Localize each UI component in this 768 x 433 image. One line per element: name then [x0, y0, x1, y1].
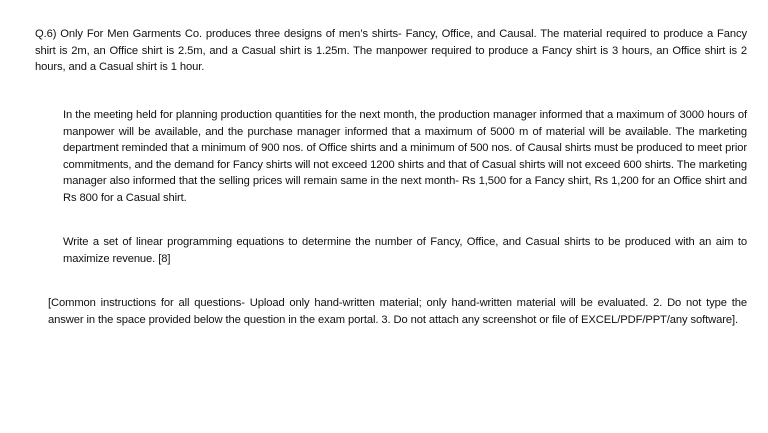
- question-task-paragraph: Write a set of linear programming equations to determine the number of Fancy, Office, and Casual shirts to be produced with an aim to maximize revenue. [8]: [63, 236, 747, 265]
- common-instructions-paragraph: [Common instructions for all questions- Upload only hand-written material; only hand-written material will be evaluated. 2. Do not type the answer in the space provided below the question in the exam portal. 3. Do not attach any screenshot or file of EXCEL/PDF/PPT/any software].: [48, 297, 747, 326]
- question-intro-paragraph: Q.6) Only For Men Garments Co. produces three designs of men’s shirts- Fancy, Office, and Causal. The material required to produce a Fancy shirt is 2m, an Office shirt is 2.5m, and a Casual shirt is 1.25m. The manpower required to produce a Fancy shirt is 3 hours, an Office shirt is 2 hours, and a Casual shirt is 1 hour.: [35, 28, 747, 74]
- question-context-paragraph: In the meeting held for planning production quantities for the next month, the production manager informed that a maximum of 3000 hours of manpower will be available, and the purchase manager informed that a maximum of 5000 m of material will be available. The marketing department reminded that a minimum of 900 nos. of Office shirts and a minimum of 500 nos. of Causal shirts must be produced to meet prior commitments, and the demand for Fancy shirts will not exceed 1200 shirts and that of Casual shirts will not exceed 600 shirts. The marketing manager also informed that the selling prices will remain same in the next month- Rs 1,500 for a Fancy shirt, Rs 1,200 for an Office shirt and Rs 800 for a Casual shirt.: [63, 109, 747, 204]
